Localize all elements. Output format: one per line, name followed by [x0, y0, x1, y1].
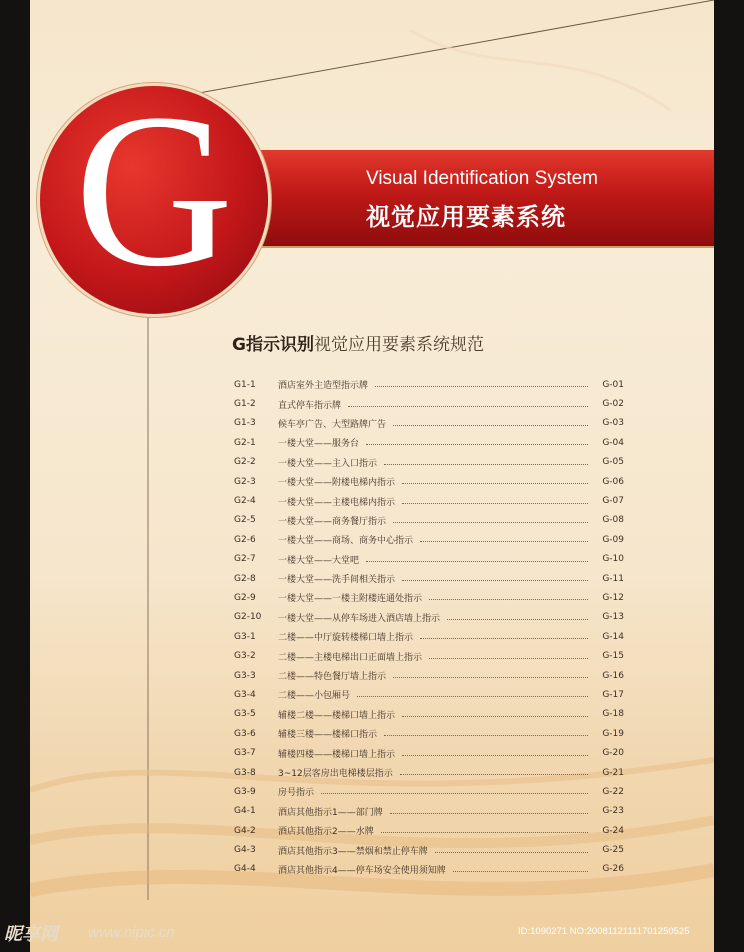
- toc-code: G3-7: [234, 748, 256, 759]
- toc-page: G-25: [602, 845, 624, 856]
- toc-code: G1-2: [234, 399, 256, 410]
- toc-page: G-14: [602, 631, 624, 642]
- watermark-url: www.nipic.cn: [88, 924, 175, 941]
- toc-leader: [348, 406, 588, 407]
- toc-leader: [390, 813, 588, 814]
- toc-title: 二楼——中厅旋转楼梯口墙上指示: [278, 633, 414, 644]
- toc-title: 酒店其他指示3——禁烟和禁止停车牌: [278, 846, 428, 857]
- toc-page: G-18: [602, 709, 624, 720]
- toc-code: G2-3: [234, 476, 256, 487]
- toc-leader: [384, 735, 588, 736]
- toc-page: G-13: [602, 612, 624, 623]
- toc-page: G-20: [602, 748, 624, 759]
- toc-title: 候车亭广告、大型路牌广告: [278, 419, 387, 430]
- toc-row: [234, 550, 624, 569]
- toc-row: [234, 666, 624, 685]
- toc-leader: [420, 541, 588, 542]
- toc-title: 辅楼三楼——楼梯口指示: [278, 730, 378, 741]
- toc-page: G-17: [602, 689, 624, 700]
- watermark-id: ID:1090271 NO:20081121111701250525: [518, 926, 690, 937]
- toc-row: [234, 588, 624, 607]
- g-logo-letter: G: [74, 68, 234, 312]
- toc-row: [234, 821, 624, 840]
- toc-title: 酒店室外主造型指示牌: [278, 381, 369, 392]
- toc-row: [234, 685, 624, 704]
- toc-row: [234, 433, 624, 452]
- toc-page: G-24: [602, 825, 624, 836]
- toc-title: 3~12层客房出电梯楼层指示: [278, 769, 393, 779]
- toc-code: G3-8: [234, 767, 256, 778]
- toc-title: 酒店其他指示2——水牌: [278, 827, 374, 838]
- toc-leader: [429, 599, 588, 600]
- toc-leader: [447, 619, 588, 620]
- banner-title-en: Visual Identification System: [366, 168, 598, 189]
- toc-leader: [453, 871, 588, 872]
- toc-code: G4-4: [234, 864, 256, 875]
- toc-row: [234, 840, 624, 859]
- toc-row: [234, 453, 624, 472]
- toc-code: G2-2: [234, 457, 256, 468]
- toc-code: G3-6: [234, 728, 256, 739]
- toc-page: G-15: [602, 651, 624, 662]
- toc-code: G1-3: [234, 418, 256, 429]
- toc-page: G-11: [602, 573, 624, 584]
- toc-title: 一楼大堂——主入口指示: [278, 458, 378, 469]
- toc-leader: [393, 522, 588, 523]
- toc-code: G2-10: [234, 612, 262, 623]
- toc-leader: [366, 561, 588, 562]
- toc-row: [234, 511, 624, 530]
- toc-row: [234, 608, 624, 627]
- toc-row: [234, 782, 624, 801]
- toc-title: 酒店其他指示4——停车场安全使用须知牌: [278, 865, 446, 876]
- toc-leader: [402, 503, 588, 504]
- toc-leader: [357, 696, 588, 697]
- toc-row: [234, 763, 624, 782]
- toc-page: G-06: [602, 476, 624, 487]
- toc-leader: [393, 425, 588, 426]
- toc-leader: [366, 444, 588, 445]
- toc-code: G2-8: [234, 573, 256, 584]
- toc-code: G2-9: [234, 592, 256, 603]
- toc-title: 一楼大堂——主楼电梯内指示: [278, 497, 396, 508]
- toc-row: [234, 414, 624, 433]
- watermark-logo: 昵享网: [4, 924, 58, 945]
- toc-page: G-19: [602, 728, 624, 739]
- toc-code: G4-3: [234, 845, 256, 856]
- toc-title: 一楼大堂——服务台: [278, 439, 360, 450]
- toc-title: 一楼大堂——一楼主附楼连通处指示: [278, 594, 423, 605]
- toc-code: G2-4: [234, 496, 256, 507]
- toc-title: 一楼大堂——商场、商务中心指示: [278, 536, 414, 547]
- toc-title: 一楼大堂——洗手间相关指示: [278, 575, 396, 586]
- section-title-strong: G指示识别: [232, 335, 314, 355]
- toc-title: 辅楼二楼——楼梯口墙上指示: [278, 710, 396, 721]
- toc-title: 直式停车指示牌: [278, 400, 342, 411]
- toc-leader: [321, 793, 588, 794]
- toc-leader: [402, 755, 588, 756]
- toc-leader: [393, 677, 588, 678]
- toc-page: G-22: [602, 786, 624, 797]
- toc-title: 房号指示: [278, 788, 315, 799]
- toc-row: [234, 472, 624, 491]
- toc-page: G-07: [602, 496, 624, 507]
- toc-page: G-16: [602, 670, 624, 681]
- toc-title: 酒店其他指示1——部门牌: [278, 807, 383, 818]
- toc-code: G2-5: [234, 515, 256, 526]
- toc-row: [234, 802, 624, 821]
- toc-leader: [381, 832, 588, 833]
- toc-code: G3-1: [234, 631, 256, 642]
- section-title: [232, 330, 484, 355]
- toc-page: G-12: [602, 592, 624, 603]
- toc-title: 一楼大堂——附楼电梯内指示: [278, 478, 396, 489]
- banner-title-cn: 视觉应用要素系统: [366, 203, 566, 231]
- toc-title: 二楼——主楼电梯出口正面墙上指示: [278, 652, 423, 663]
- toc-code: G2-6: [234, 534, 256, 545]
- toc-row: [234, 569, 624, 588]
- toc-title: 一楼大堂——从停车场进入酒店墙上指示: [278, 613, 441, 624]
- toc-leader: [402, 483, 588, 484]
- toc-row: [234, 394, 624, 413]
- toc-page: G-21: [602, 767, 624, 778]
- toc-row: [234, 375, 624, 394]
- toc-title: 辅楼四楼——楼梯口墙上指示: [278, 749, 396, 760]
- toc-page: G-03: [602, 418, 624, 429]
- toc-page: G-05: [602, 457, 624, 468]
- toc-code: G3-9: [234, 786, 256, 797]
- toc-row: [234, 530, 624, 549]
- toc-row: [234, 646, 624, 665]
- toc-code: G2-7: [234, 554, 256, 565]
- toc-page: G-01: [602, 379, 624, 390]
- toc-page: G-23: [602, 806, 624, 817]
- toc-leader: [375, 386, 588, 387]
- toc-page: G-26: [602, 864, 624, 875]
- toc-title: 一楼大堂——商务餐厅指示: [278, 516, 387, 527]
- toc-page: G-04: [602, 437, 624, 448]
- toc-leader: [420, 638, 588, 639]
- toc-leader: [402, 716, 588, 717]
- toc-code: G3-2: [234, 651, 256, 662]
- toc-page: G-08: [602, 515, 624, 526]
- toc-title: 二楼——小包厢号: [278, 691, 351, 702]
- toc-leader: [384, 464, 588, 465]
- toc-row: [234, 627, 624, 646]
- toc-code: G4-1: [234, 806, 256, 817]
- toc-code: G3-4: [234, 689, 256, 700]
- toc-row: [234, 743, 624, 762]
- toc-title: 一楼大堂——大堂吧: [278, 555, 360, 566]
- toc-page: G-10: [602, 554, 624, 565]
- toc-code: G1-1: [234, 379, 256, 390]
- toc-leader: [429, 658, 588, 659]
- section-title-rest: 视觉应用要素系统规范: [313, 335, 484, 355]
- toc-leader: [400, 774, 588, 775]
- toc-code: G4-2: [234, 825, 256, 836]
- toc-row: [234, 705, 624, 724]
- toc-row: [234, 724, 624, 743]
- toc-page: G-09: [602, 534, 624, 545]
- toc-leader: [435, 852, 588, 853]
- toc-code: G3-3: [234, 670, 256, 681]
- toc-row: [234, 860, 624, 879]
- toc-row: [234, 491, 624, 510]
- toc-page: G-02: [602, 399, 624, 410]
- table-of-contents: [234, 375, 624, 879]
- toc-leader: [402, 580, 588, 581]
- toc-code: G3-5: [234, 709, 256, 720]
- toc-title: 二楼——特色餐厅墙上指示: [278, 672, 387, 683]
- toc-code: G2-1: [234, 437, 256, 448]
